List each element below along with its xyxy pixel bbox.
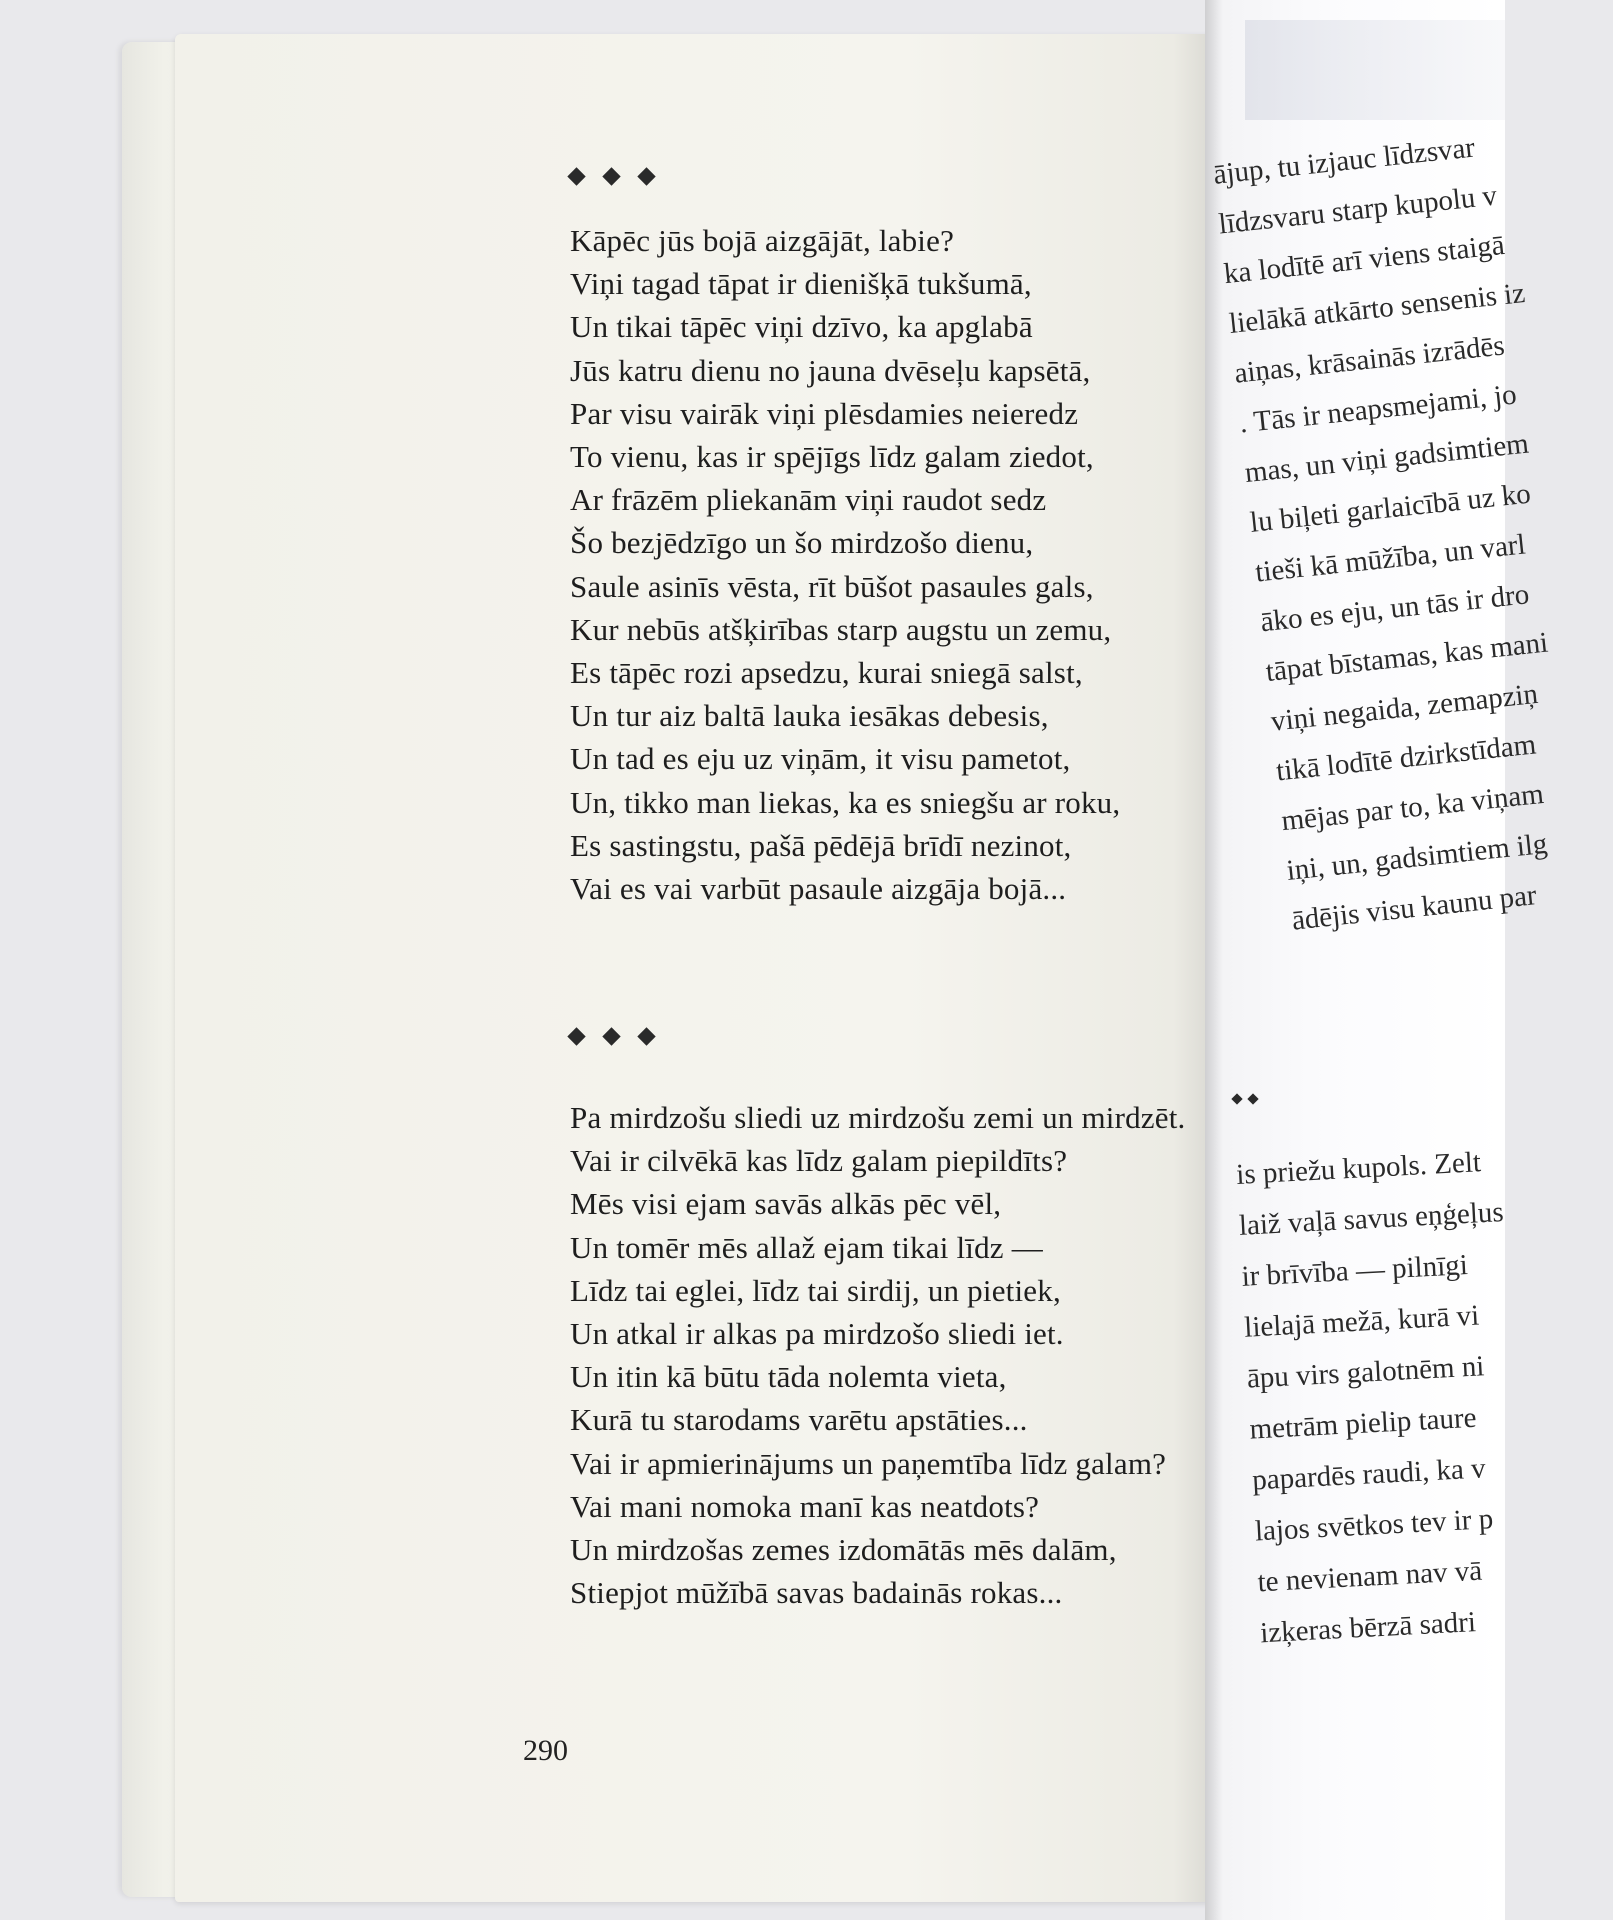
verse-line: mas, un viņi gadsimtiem xyxy=(1243,427,1531,490)
verse-line: Un itin kā būtu tāda nolemta vieta, xyxy=(570,1359,1007,1395)
diamond-icon xyxy=(567,167,585,185)
verse-line: Stiepjot mūžībā savas badainās rokas... xyxy=(570,1575,1063,1611)
stanza-separator-right xyxy=(1233,1095,1257,1103)
stanza-separator-middle xyxy=(570,1030,653,1043)
left-page xyxy=(175,34,1215,1902)
verse-line: lielākā atkārto sensenis iz xyxy=(1227,277,1527,340)
diamond-icon xyxy=(1247,1093,1258,1104)
verse-line: Vai es vai varbūt pasaule aizgāja bojā... xyxy=(570,871,1067,907)
diamond-icon xyxy=(637,1027,655,1045)
verse-line: Jūs katru dienu no jauna dvēseļu kapsētā, xyxy=(570,352,1091,388)
verse-line: āko es eju, un tās ir dro xyxy=(1258,578,1531,639)
verse-line: lu biļeti garlaicībā uz ko xyxy=(1248,477,1533,539)
verse-line: tāpat bīstamas, kas mani xyxy=(1264,626,1550,689)
verse-line: Mēs visi ejam savās alkās pēc vēl, xyxy=(570,1186,1002,1222)
diamond-icon xyxy=(1231,1093,1242,1104)
verse-line: metrām pielip taure xyxy=(1248,1401,1478,1446)
verse-line: lielajā mežā, kurā vi xyxy=(1243,1299,1480,1344)
verse-line: Pa mirdzošu sliedi uz mirdzošu zemi un mirdzēt. xyxy=(570,1100,1186,1135)
verse-line: Viņi tagad tāpat ir dienišķā tukšumā, xyxy=(570,266,1032,302)
verse-line: Un tad es eju uz viņām, it visu pametot, xyxy=(570,741,1071,777)
verse-line: Un atkal ir alkas pa mirdzošo sliedi iet. xyxy=(570,1316,1064,1352)
verse-line: . Tās ir neapsmejami, jo xyxy=(1238,378,1519,440)
verse-line: Un, tikko man liekas, ka es sniegšu ar roku, xyxy=(570,784,1121,820)
verse-line: mējas par to, ka viņam xyxy=(1279,777,1546,838)
verse-line: viņi negaida, zemapziņ xyxy=(1269,677,1540,738)
verse-line: Vai ir apmierinājums un paņemtība līdz galam? xyxy=(570,1445,1167,1481)
diamond-icon xyxy=(637,167,655,185)
right-page xyxy=(1205,0,1550,1920)
verse-line: līdzsvaru starp kupolu v xyxy=(1217,179,1499,241)
stanza-separator-top xyxy=(570,170,653,183)
verse-line: Un tomēr mēs allaž ejam tikai līdz — xyxy=(570,1229,1043,1265)
page-number: 290 xyxy=(523,1734,568,1767)
verse-line: ka lodītē arī viens staigā xyxy=(1222,228,1507,291)
verse-line: tieši kā mūžība, un varl xyxy=(1253,528,1528,589)
verse-line: ādējis visu kaunu par xyxy=(1290,879,1538,937)
diamond-icon xyxy=(602,167,620,185)
verse-line: Kur nebūs atšķirības starp augstu un zemu, xyxy=(570,611,1112,647)
verse-line: is priežu kupols. Zelt xyxy=(1235,1146,1482,1191)
verse-line: Par visu vairāk viņi plēsdamies neieredz xyxy=(570,395,1079,431)
verse-line: To vienu, kas ir spējīgs līdz galam ziedot, xyxy=(570,439,1094,475)
verse-line: Es tāpēc rozi apsedzu, kurai sniegā salst, xyxy=(570,655,1083,691)
verse-line: izķeras bērzā sadri xyxy=(1259,1606,1477,1650)
diamond-icon xyxy=(567,1027,585,1045)
verse-line: Līdz tai eglei, līdz tai sirdij, un pietiek, xyxy=(570,1272,1061,1308)
verse-line: Vai ir cilvēkā kas līdz galam piepildīts? xyxy=(570,1143,1068,1179)
verse-line: Ar frāzēm pliekanām viņi raudot sedz xyxy=(570,482,1047,518)
verse-line: Kāpēc jūs bojā aizgājāt, labie? xyxy=(570,223,955,258)
verse-line: tikā lodītē dzirkstīdam xyxy=(1274,728,1538,788)
verse-line: āpu virs galotnēm ni xyxy=(1246,1350,1486,1395)
verse-line: papardēs raudi, ka v xyxy=(1251,1452,1487,1497)
chapter-heading-graphic xyxy=(1245,20,1505,120)
verse-line: Es sastingstu, pašā pēdējā brīdī nezinot, xyxy=(570,827,1072,863)
verse-line: laiž vaļā savus eņģeļus xyxy=(1238,1196,1505,1242)
verse-line: Un tikai tāpēc viņi dzīvo, ka apglabā xyxy=(570,309,1033,345)
verse-line: aiņas, krāsainās izrādēs xyxy=(1232,329,1507,390)
verse-line: ājup, tu izjauc līdzsvar xyxy=(1211,131,1477,191)
verse-line: te nevienam nav vā xyxy=(1256,1554,1483,1599)
verse-line: iņi, un, gadsimtiem ilg xyxy=(1285,827,1549,887)
verse-line: lajos svētkos tev ir p xyxy=(1254,1503,1494,1548)
verse-line: Kurā tu starodams varētu apstāties... xyxy=(570,1402,1028,1438)
verse-line: Saule asinīs vēsta, rīt būšot pasaules gals, xyxy=(570,568,1094,604)
right-page-text-bottom xyxy=(1235,1134,1561,1659)
verse-line: Un mirdzošas zemes izdomātās mēs dalām, xyxy=(570,1532,1117,1568)
verse-line: Un tur aiz baltā lauka iesākas debesis, xyxy=(570,698,1049,734)
diamond-icon xyxy=(602,1027,620,1045)
verse-line: Vai mani nomoka manī kas neatdots? xyxy=(570,1488,1040,1524)
right-page-text-top xyxy=(1211,117,1613,946)
verse-line: ir brīvība — pilnīgi xyxy=(1240,1249,1469,1293)
verse-line: Šo bezjēdzīgo un šo mirdzošo dienu, xyxy=(570,525,1034,561)
